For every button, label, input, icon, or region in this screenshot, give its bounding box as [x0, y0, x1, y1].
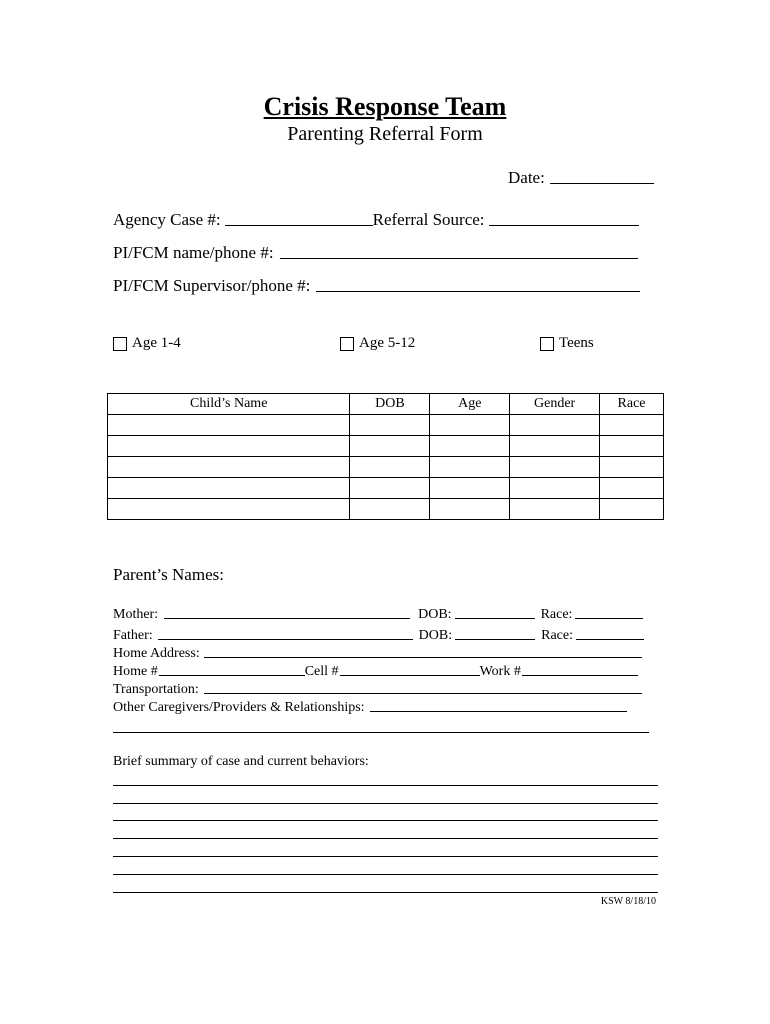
- table-cell-dob[interactable]: [350, 436, 430, 457]
- father-race-field[interactable]: [576, 638, 644, 640]
- age-5-12-label: Age 5-12: [359, 335, 416, 351]
- table-cell-race[interactable]: [600, 415, 664, 436]
- transportation-row: [113, 682, 642, 698]
- table-cell-dob[interactable]: [350, 499, 430, 520]
- table-row: [108, 499, 664, 520]
- summary-line-1[interactable]: [113, 785, 658, 786]
- age-5-12-option[interactable]: [340, 335, 415, 352]
- home-address-label: Home Address:: [113, 646, 200, 661]
- column-header-dob: DOB: [350, 394, 430, 415]
- mother-dob-field[interactable]: [455, 617, 535, 619]
- summary-line-2[interactable]: [113, 803, 658, 804]
- pi-fcm-supervisor-label: PI/FCM Supervisor/phone #:: [113, 276, 311, 295]
- age-1-4-option[interactable]: [113, 335, 181, 352]
- father-name-field[interactable]: [158, 638, 413, 640]
- summary-label: Brief summary of case and current behaviors:: [113, 754, 369, 769]
- table-cell-gender[interactable]: [510, 415, 600, 436]
- table-cell-race[interactable]: [600, 499, 664, 520]
- table-cell-age[interactable]: [430, 499, 510, 520]
- children-table: [107, 393, 664, 520]
- mother-row: [113, 607, 643, 623]
- teens-checkbox[interactable]: [540, 337, 554, 351]
- table-cell-gender[interactable]: [510, 436, 600, 457]
- father-label: Father:: [113, 628, 153, 643]
- form-subtitle: Parenting Referral Form: [287, 123, 483, 145]
- father-race-label: Race:: [541, 628, 573, 643]
- pi-fcm-supervisor-row: [113, 276, 640, 296]
- age-1-4-checkbox[interactable]: [113, 337, 127, 351]
- date-field[interactable]: [550, 182, 654, 184]
- table-cell-age[interactable]: [430, 478, 510, 499]
- other-caregivers-label: Other Caregivers/Providers & Relationships:: [113, 700, 365, 715]
- pi-fcm-supervisor-field[interactable]: [316, 290, 640, 292]
- other-caregivers-line-2[interactable]: [113, 732, 649, 733]
- table-cell-name[interactable]: [108, 478, 350, 499]
- agency-case-field[interactable]: [225, 224, 373, 226]
- table-cell-race[interactable]: [600, 436, 664, 457]
- date-label: Date:: [508, 168, 545, 187]
- father-row: [113, 628, 644, 644]
- phone-row: [113, 664, 638, 680]
- transportation-field[interactable]: [204, 692, 642, 694]
- other-caregivers-field[interactable]: [370, 710, 627, 712]
- table-cell-age[interactable]: [430, 415, 510, 436]
- agency-case-label: Agency Case #:: [113, 210, 221, 229]
- table-cell-name[interactable]: [108, 457, 350, 478]
- table-cell-age[interactable]: [430, 436, 510, 457]
- table-row: [108, 436, 664, 457]
- mother-label: Mother:: [113, 607, 159, 622]
- table-cell-name[interactable]: [108, 436, 350, 457]
- mother-race-field[interactable]: [575, 617, 643, 619]
- age-5-12-checkbox[interactable]: [340, 337, 354, 351]
- column-header-race: Race: [600, 394, 664, 415]
- mother-name-field[interactable]: [164, 617, 410, 619]
- other-caregivers-row: [113, 700, 627, 716]
- summary-line-5[interactable]: [113, 856, 658, 857]
- work-phone-label: Work #: [479, 664, 521, 679]
- agency-case-row: [113, 210, 639, 230]
- parents-heading: Parent’s Names:: [113, 565, 224, 584]
- home-phone-field[interactable]: [159, 674, 305, 676]
- summary-line-4[interactable]: [113, 838, 658, 839]
- referral-source-label: Referral Source:: [372, 210, 485, 229]
- teens-option[interactable]: [540, 335, 594, 352]
- table-cell-name[interactable]: [108, 499, 350, 520]
- table-cell-dob[interactable]: [350, 415, 430, 436]
- mother-race-label: Race:: [540, 607, 573, 622]
- table-cell-gender[interactable]: [510, 499, 600, 520]
- table-row: [108, 415, 664, 436]
- table-cell-gender[interactable]: [510, 457, 600, 478]
- home-phone-label: Home #: [113, 664, 158, 679]
- cell-phone-field[interactable]: [340, 674, 480, 676]
- table-row: [108, 478, 664, 499]
- cell-phone-label: Cell #: [304, 664, 339, 679]
- pi-fcm-name-field[interactable]: [280, 257, 638, 259]
- summary-line-6[interactable]: [113, 874, 658, 875]
- table-cell-dob[interactable]: [350, 478, 430, 499]
- teens-label: Teens: [559, 335, 594, 351]
- summary-line-3[interactable]: [113, 820, 658, 821]
- home-address-field[interactable]: [204, 656, 642, 658]
- pi-fcm-name-row: [113, 243, 638, 263]
- pi-fcm-name-label: PI/FCM name/phone #:: [113, 243, 274, 262]
- table-cell-dob[interactable]: [350, 457, 430, 478]
- children-table-header: [108, 394, 664, 415]
- referral-source-field[interactable]: [489, 224, 639, 226]
- table-cell-age[interactable]: [430, 457, 510, 478]
- column-header-age: Age: [430, 394, 510, 415]
- father-dob-field[interactable]: [455, 638, 535, 640]
- transportation-label: Transportation:: [113, 682, 199, 697]
- form-code: KSW 8/18/10: [600, 896, 656, 907]
- table-cell-race[interactable]: [600, 478, 664, 499]
- table-cell-gender[interactable]: [510, 478, 600, 499]
- table-row: [108, 457, 664, 478]
- table-cell-race[interactable]: [600, 457, 664, 478]
- age-1-4-label: Age 1-4: [132, 335, 181, 351]
- column-header-gender: Gender: [510, 394, 600, 415]
- father-dob-label: DOB:: [418, 628, 453, 643]
- column-header-childs-name: Child’s Name: [108, 394, 350, 415]
- form-title: Crisis Response Team: [263, 92, 507, 121]
- mother-dob-label: DOB:: [418, 607, 452, 622]
- home-address-row: [113, 646, 642, 662]
- date-row: [508, 168, 654, 188]
- work-phone-field[interactable]: [522, 674, 638, 676]
- summary-line-7[interactable]: [113, 892, 658, 893]
- table-cell-name[interactable]: [108, 415, 350, 436]
